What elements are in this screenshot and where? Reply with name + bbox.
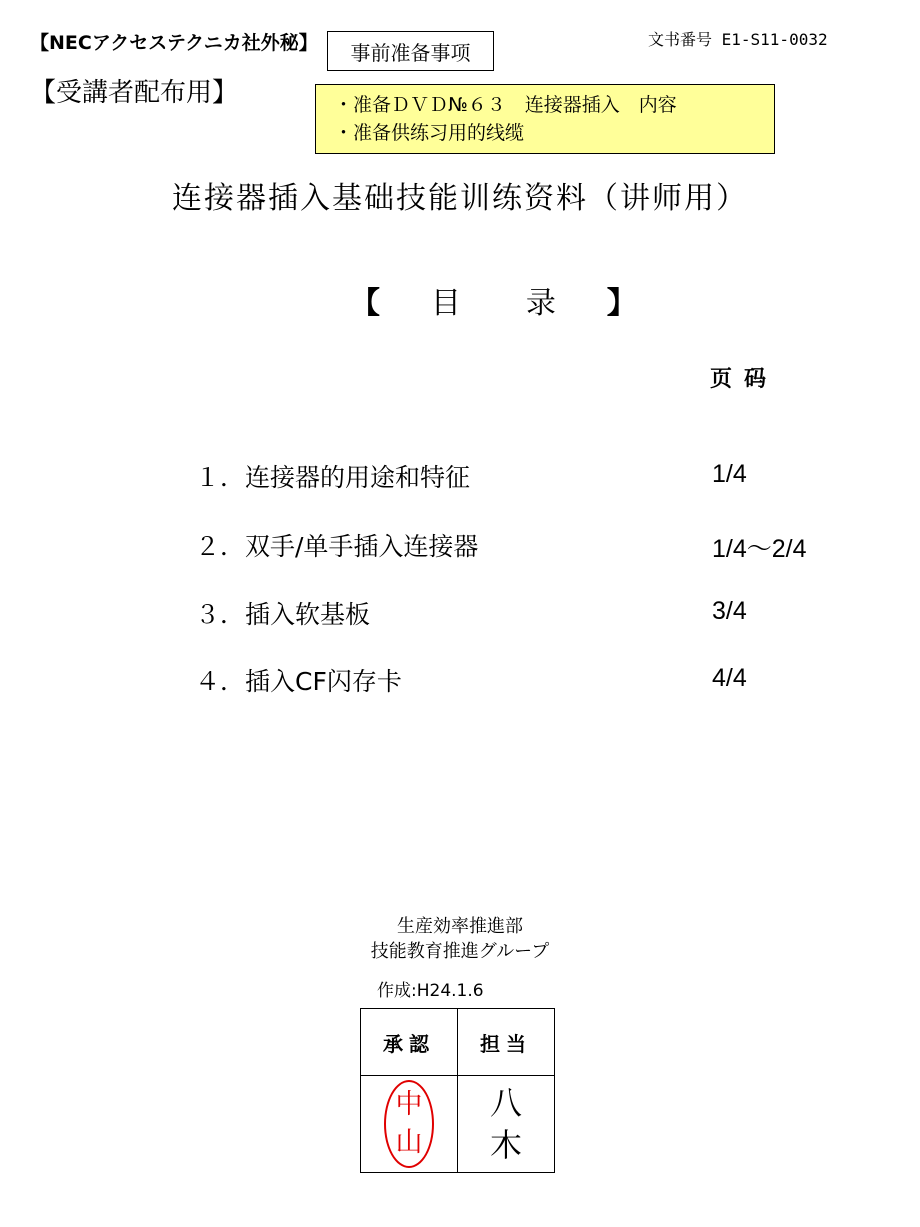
confidential-mark: 【NECアクセステクニカ社外秘】 [30, 32, 318, 54]
signer-char: 木 [489, 1126, 522, 1164]
toc-heading [350, 278, 637, 322]
toc-word-2: 录 [525, 286, 556, 321]
toc-page-3: 3/4 [712, 597, 747, 625]
seal-char: 山 [395, 1127, 423, 1158]
charge-header: 担当 [458, 1009, 555, 1076]
prep-label: 事前准备事项 [350, 40, 471, 65]
approve-header: 承認 [361, 1009, 458, 1076]
toc-word-1: 目 [430, 286, 461, 321]
toc-item-1: １．连接器的用途和特征 [195, 463, 471, 492]
prep-label-box [327, 31, 494, 71]
toc-bracket-right: 】 [606, 286, 637, 321]
document-title: 连接器插入基础技能训练资料（讲师用） [172, 181, 748, 216]
prep-item: ・准备ＤＶＤ№６３ 连接器插入 内容 [334, 94, 677, 116]
seal-char: 中 [395, 1089, 423, 1120]
group-name: 技能教育推進グループ [370, 941, 550, 962]
approver-cell [361, 1076, 458, 1173]
toc-page-4: 4/4 [712, 664, 747, 692]
signer-char: 八 [489, 1084, 522, 1122]
toc-item-2: ２．双手/单手插入连接器 [195, 532, 479, 561]
approver-seal [384, 1080, 434, 1168]
toc-item-4: ４．插入CF闪存卡 [195, 667, 402, 696]
person-in-charge-cell [458, 1076, 555, 1173]
toc-bracket-left: 【 [350, 286, 380, 321]
created-date: 作成:H24.1.6 [377, 981, 484, 1001]
prep-items-box [315, 84, 775, 154]
toc-page-2: 1/4～2/4 [712, 535, 807, 563]
toc-page-1: 1/4 [712, 460, 747, 488]
distribution-label: 【受講者配布用】 [30, 78, 239, 108]
prep-item: ・准备供练习用的线缆 [334, 122, 525, 144]
toc-item-3: ３．插入软基板 [195, 600, 371, 629]
page-column-header: 页码 [710, 367, 779, 392]
department-name: 生産効率推進部 [397, 916, 523, 937]
approval-table [360, 1008, 555, 1173]
document-number: 文书番号 E1-S11-0032 [648, 30, 828, 49]
